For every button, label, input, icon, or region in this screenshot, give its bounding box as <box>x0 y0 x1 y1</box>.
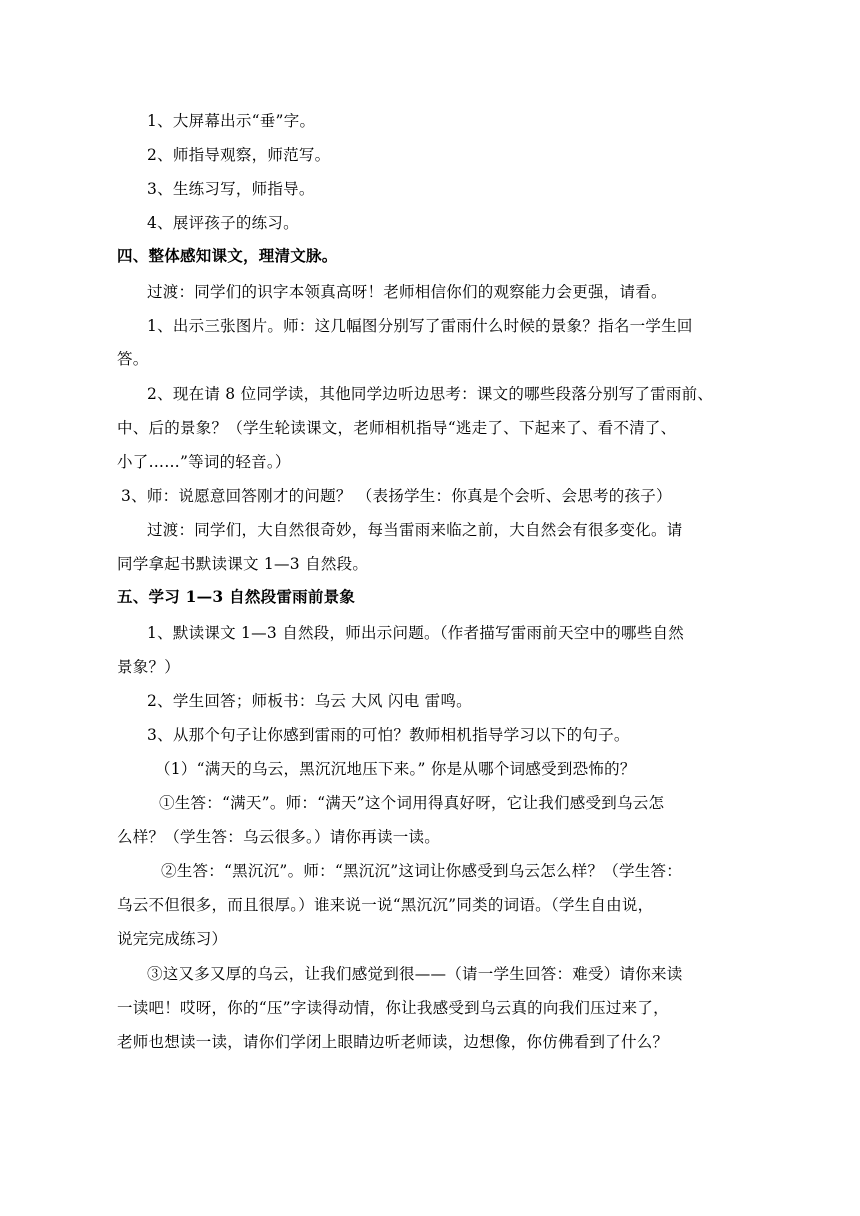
text-line: 乌云不但很多，而且很厚。）谁来说一说“黑沉沉”同类的词语。（学生自由说， <box>117 896 654 914</box>
text-line: 3、从那个句子让你感到雷雨的可怕？教师相机指导学习以下的句子。 <box>147 726 630 744</box>
text-line: 4、展评孩子的练习。 <box>147 214 299 232</box>
text-line: 答。 <box>117 350 149 368</box>
text-line: 3、师：说愿意回答刚才的问题？ （表扬学生：你真是个会听、会思考的孩子） <box>121 487 672 505</box>
text-line: 小了……”等词的轻音。） <box>117 453 291 471</box>
text-line: 景象？） <box>117 658 181 676</box>
text-line: ③这又多又厚的乌云，让我们感觉到很——（请一学生回答：难受）请你来读 <box>147 965 683 983</box>
text-line: 1、出示三张图片。师：这几幅图分别写了雷雨什么时候的景象？指名一学生回 <box>147 317 693 335</box>
text-line: 老师也想读一读，请你们学闭上眼睛边听老师读，边想像，你仿佛看到了什么？ <box>117 1033 669 1051</box>
section-heading: 四、整体感知课文，理清文脉。 <box>117 246 338 265</box>
text-line: 1、大屏幕出示“垂”字。 <box>147 112 316 130</box>
text-line: 一读吧！哎呀，你的“压”字读得动情，你让我感受到乌云真的向我们压过来了， <box>117 999 669 1017</box>
text-line: （1）“满天的乌云，黑沉沉地压下来。” 你是从哪个词感受到恐怖的？ <box>155 760 636 778</box>
text-line: 么样？（学生答：乌云很多。）请你再读一读。 <box>117 828 441 846</box>
text-line: 过渡：同学们，大自然很奇妙，每当雷雨来临之前，大自然会有很多变化。请 <box>147 521 683 539</box>
section-heading: 五、学习 1—3 自然段雷雨前景象 <box>117 587 356 606</box>
text-line: 1、默读课文 1—3 自然段，师出示问题。（作者描写雷雨前天空中的哪些自然 <box>147 624 684 642</box>
text-line: 中、后的景象？（学生轮读课文，老师相机指导“逃走了、下起来了、看不清了、 <box>117 419 677 437</box>
text-line: 2、现在请 8 位同学读，其他同学边听边思考：课文的哪些段落分别写了雷雨前、 <box>147 385 714 403</box>
text-line: ②生答：“黑沉沉”。师：“黑沉沉”这词让你感受到乌云怎么样？（学生答： <box>161 862 682 880</box>
text-line: 说完完成练习） <box>117 930 228 948</box>
text-line: 同学拿起书默读课文 1—3 自然段。 <box>117 555 369 573</box>
text-line: 2、学生回答；师板书：乌云 大风 闪电 雷鸣。 <box>147 692 472 710</box>
text-line: 过渡：同学们的识字本领真高呀！老师相信你们的观察能力会更强，请看。 <box>147 283 667 301</box>
text-line: ①生答：“满天”。师：“满天”这个词用得真好呀，它让我们感受到乌云怎 <box>159 794 665 812</box>
text-line: 3、生练习写，师指导。 <box>147 180 315 198</box>
text-line: 2、师指导观察，师范写。 <box>147 146 331 164</box>
